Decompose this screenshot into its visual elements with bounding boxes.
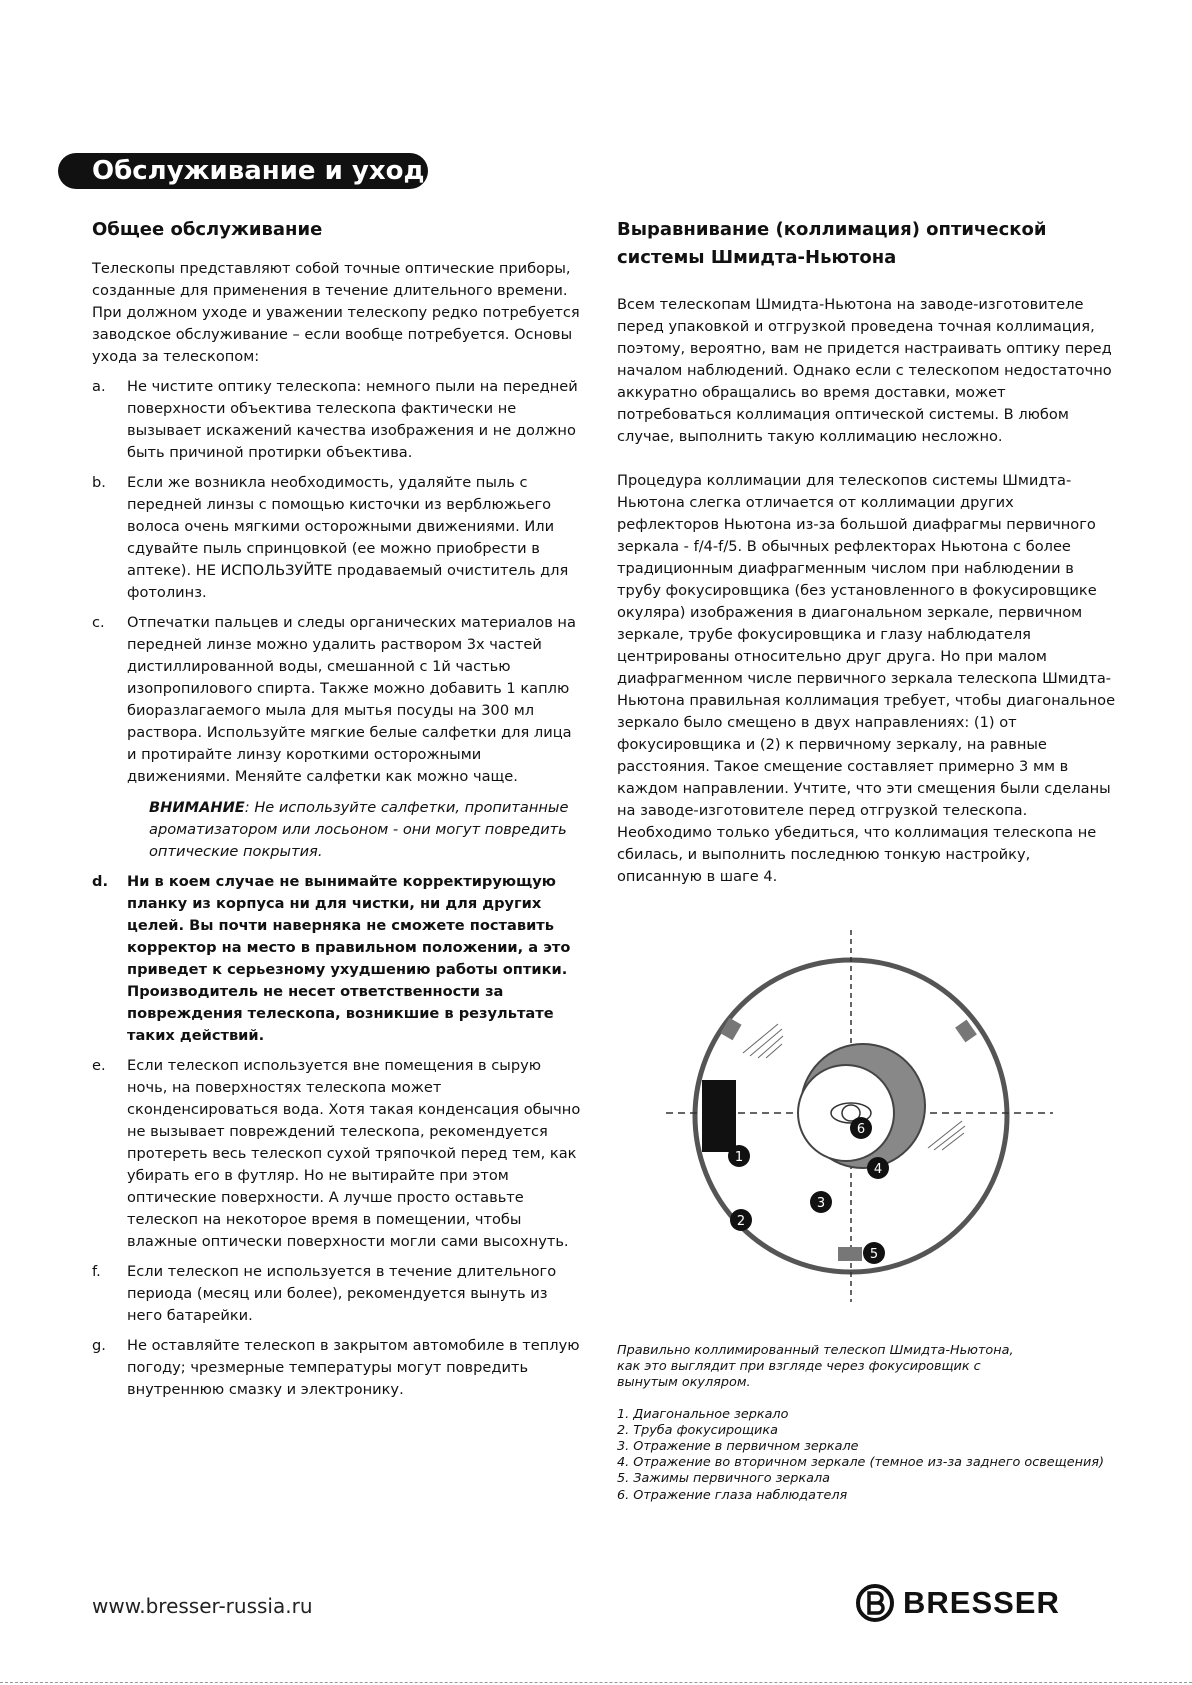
glare-marks-left: [743, 1024, 783, 1058]
marker-4-label: 4: [873, 1162, 883, 1177]
list-item-c: [92, 612, 582, 788]
item-text: Если телескоп не используется в течение длительного периода (месяц или более), рекомендуется вынуть из него батарейки.: [127, 1263, 557, 1324]
general-maintenance-heading: Общее обслуживание: [92, 219, 323, 240]
diagram-legend: [617, 1407, 1157, 1504]
collimation-diagram: [658, 928, 1058, 1308]
collimation-paragraph-1: Всем телескопам Шмидта-Ньютона на заводе-изготовителе перед упаковкой и отгрузкой проведена точная коллимация, поэтому, вероятно, вам не придется настраивать оптику перед началом наблюдений. Однако если с телескопом недостаточно аккуратно обращались во время доставки, может потребоваться коллимация оптической системы. В любом случае, выполнить такую коллимацию несложно.: [617, 296, 1112, 445]
list-item-d: [92, 871, 582, 1047]
marker-1: [728, 1145, 750, 1167]
marker-4: [867, 1157, 889, 1179]
legend-item: 4. Отражение во вторичном зеркале (темное из-за заднего освещения): [617, 1455, 1104, 1471]
collimation-heading: Выравнивание (коллимация) оптической системы Шмидта-Ньютона: [617, 219, 1047, 268]
item-label: d.: [92, 873, 108, 890]
mirror-clip-left: [720, 1018, 741, 1041]
item-label: e.: [92, 1057, 106, 1074]
left-column: [92, 216, 582, 1401]
item-text: Не чистите оптику телескопа: немного пыли на передней поверхности объектива телескопа фактически не вызывает искажений качества изображения и не должно быть причиной протирки объектива.: [127, 378, 578, 461]
section-banner: Обслуживание и уход: [58, 153, 428, 189]
list-item-f: [92, 1261, 582, 1327]
page-bottom-rule: [0, 1682, 1192, 1683]
legend-item: 1. Диагональное зеркало: [617, 1406, 789, 1422]
legend-item: 5. Зажимы первичного зеркала: [617, 1471, 830, 1487]
mirror-clip-bottom: [838, 1247, 862, 1261]
bresser-logo: [855, 1583, 1060, 1623]
marker-2-label: 2: [736, 1214, 746, 1229]
item-text: Если телескоп используется вне помещения в сырую ночь, на поверхностях телескопа может сконденсироваться вода. Хотя такая конденсация обычно не вызывает повреждений телескопа, рекомендуется протереть весь телескоп сухой тряпочкой перед тем, как убирать его в футляр. Но не вытирайте при этом оптические поверхности. А лучше просто оставьте телескоп на некоторое время в помещении, чтобы влажные оптически поверхности могли сами высохнуть.: [127, 1057, 581, 1250]
marker-6: [850, 1117, 872, 1139]
list-item-b: [92, 472, 582, 604]
list-item-a: [92, 376, 582, 464]
caption-text: Правильно коллимированный телескоп Шмидта-Ньютона, как это выглядит при взгляде через фокусировщик с вынутым окуляром.: [617, 1343, 1014, 1391]
diagonal-mirror-block: [702, 1080, 736, 1152]
warning-label: ВНИМАНИЕ: [149, 799, 245, 816]
marker-5-label: 5: [869, 1247, 879, 1262]
logo-wordmark: BRESSER: [903, 1585, 1060, 1620]
warning-text: : Не используйте салфетки, пропитанные ароматизатором или лосьоном - они могут повредить оптические покрытия.: [149, 799, 569, 860]
website-url[interactable]: www.bresser-russia.ru: [92, 1594, 313, 1618]
item-label: a.: [92, 378, 106, 395]
diagram-caption: [617, 1343, 1157, 1504]
bresser-b-icon: [855, 1583, 895, 1623]
legend-item: 6. Отражение глаза наблюдателя: [617, 1487, 848, 1503]
item-text: Если же возникла необходимость, удаляйте пыль с передней линзы с помощью кисточки из верблюжьего волоса очень мягкими осторожными движениями. Или сдувайте пыль спринцовкой (ее можно приобрести в аптеке). НЕ ИСПОЛЬЗУЙТЕ продаваемый очиститель для фотолинз.: [127, 474, 569, 601]
marker-5: [863, 1242, 885, 1264]
item-label: f.: [92, 1263, 101, 1280]
warning-note: [149, 797, 582, 863]
secondary-reflection-inner: [798, 1065, 894, 1161]
marker-2: [730, 1209, 752, 1231]
item-text: Отпечатки пальцев и следы органических материалов на передней линзе можно удалить раствором 3х частей дистиллированной воды, смешанной с 1й частью изопропилового спирта. Также можно добавить 1 каплю биоразлагаемого мыла для мытья посуды на 300 мл раствора. Используйте мягкие белые салфетки для лица и протирайте линзу короткими осторожными движениями. Меняйте салфетки как можно чаще.: [127, 614, 576, 785]
right-column: [617, 216, 1117, 888]
list-item-g: [92, 1335, 582, 1401]
collimation-paragraph-2: Процедура коллимации для телескопов системы Шмидта-Ньютона слегка отличается от коллимации других рефлекторов Ньютона из-за большой диафрагмы первичного зеркала - f/4-f/5. В обычных рефлекторах Ньютона с более традиционным диафрагменным числом при наблюдении в трубу фокусировщика (без установленного в фокусировщике окуляра) изображения в диагональном зеркале, первичном зеркале, трубе фокусировщика и глазу наблюдателя центрированы относительно друг друга. Но при малом диафрагменном числе первичного зеркала телескопа Шмидта-Ньютона правильная коллимация требует, чтобы диагональное зеркало было смещено в двух направлениях: (1) от фокусировщика и (2) к первичному зеркалу, на равные расстояния. Такое смещение составляет примерно 3 мм в каждом направлении. Учтите, что эти смещения были сделаны на заводе-изготовителе перед отгрузкой телескопа. Необходимо только убедиться, что коллимация телескопа не сбилась, и выполнить последнюю тонкую настройку, описанную в шаге 4.: [617, 472, 1116, 885]
item-text: Не оставляйте телескоп в закрытом автомобиле в теплую погоду; чрезмерные температуры могут повредить внутреннюю смазку и электронику.: [127, 1337, 580, 1398]
list-item-e: [92, 1055, 582, 1253]
glare-marks-right: [928, 1121, 965, 1150]
item-label: g.: [92, 1337, 106, 1354]
intro-paragraph: Телескопы представляют собой точные оптические приборы, созданные для применения в течение длительного времени. При должном уходе и уважении телескопу редко потребуется заводское обслуживание – если вообще потребуется. Основы ухода за телескопом:: [92, 260, 580, 365]
legend-item: 3. Отражение в первичном зеркале: [617, 1439, 859, 1455]
marker-3: [810, 1191, 832, 1213]
item-label: b.: [92, 474, 106, 491]
legend-item: 2. Труба фокусирощика: [617, 1422, 778, 1438]
marker-6-label: 6: [856, 1122, 866, 1137]
marker-1-label: 1: [734, 1150, 744, 1165]
item-label: c.: [92, 614, 105, 631]
marker-3-label: 3: [816, 1196, 826, 1211]
item-text: Ни в коем случае не вынимайте корректирующую планку из корпуса ни для чистки, ни для других целей. Вы почти наверняка не сможете поставить корректор на место в правильном положении, а это приведет к серьезному ухудшению работы оптики. Производитель не несет ответственности за повреждения телескопа, возникшие в результате таких действий.: [127, 873, 571, 1044]
